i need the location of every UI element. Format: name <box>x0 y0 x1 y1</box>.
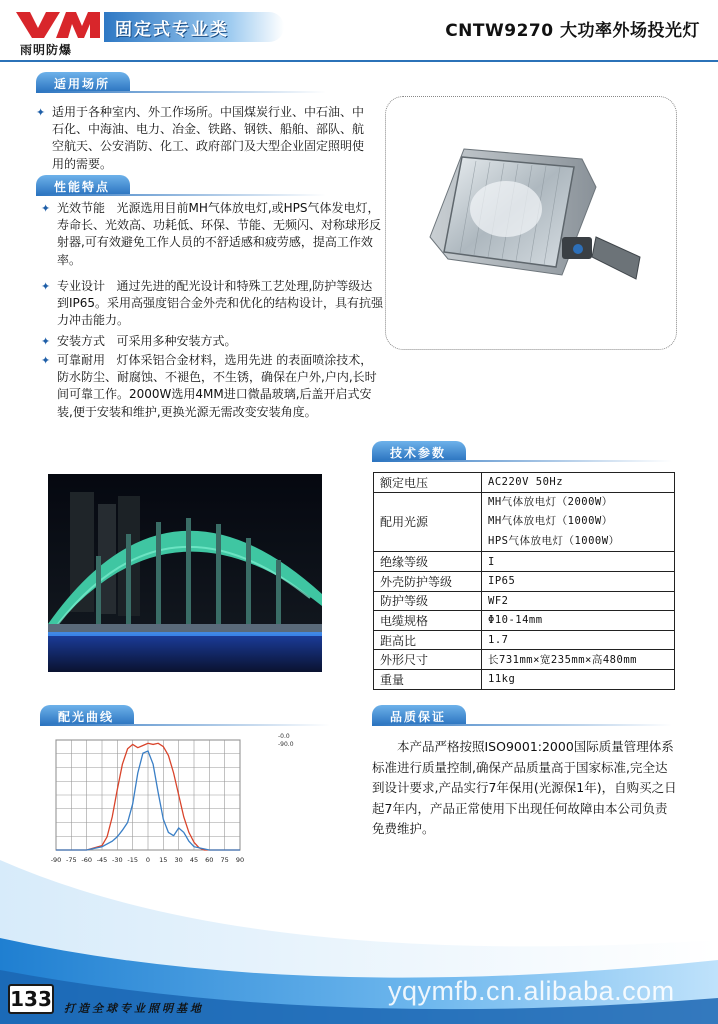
logo-caption: 雨明防爆 <box>20 43 73 57</box>
section-rule <box>40 724 330 726</box>
x-tick-label: -75 <box>65 856 77 864</box>
x-tick-label: 45 <box>189 856 199 864</box>
x-tick-label: 15 <box>159 856 168 864</box>
watermark: yqymfb.cn.alibaba.com <box>388 976 675 1006</box>
spec-value: 长731mm×宽235mm×高480mm <box>482 650 675 670</box>
section-rule <box>372 724 672 726</box>
table-row <box>374 552 675 572</box>
feature-text: 通过先进的配光设计和特殊工艺处理,防护等级达到IP65。采用高强度铝合金外壳和优化的结构设计，具有抗强力冲击能力。 <box>57 279 384 328</box>
feature-item <box>41 278 384 330</box>
table-row <box>374 591 675 611</box>
section-rule <box>36 91 326 93</box>
spec-value: I <box>482 552 675 572</box>
x-tick-label: 60 <box>205 856 214 864</box>
table-row <box>374 650 675 670</box>
bullet-icon: ✦ <box>41 202 51 215</box>
feature-text: 可采用多种安装方式。 <box>116 334 237 348</box>
x-tick-label: -15 <box>127 856 139 864</box>
spec-value-line: MH气体放电灯（2000W） <box>488 495 613 508</box>
spec-value: AC220V 50Hz <box>482 473 675 493</box>
bullet-icon: ✦ <box>36 106 46 119</box>
table-row <box>374 611 675 631</box>
logo-text: YM <box>59 30 61 31</box>
feature-text: 光源选用目前MH气体放电灯,或HPS气体发电灯，寿命长、光效高、功耗低、环保、节能、无频闪、对称球形反射器,可有效避免工作人员的不舒适感和疲劳感，提高工作效率。 <box>57 201 382 267</box>
feature-text: 灯体采铝合金材料，选用先进 的表面喷涂技术，防水防尘、耐腐蚀、不褪色，不生锈，确保在户外,户内,长时间可靠工作。2000W选用4MM进口微晶玻璃,后盖开启式安装,便于安装和维护,更换光源无需改变安装角度。 <box>57 353 377 419</box>
product-title: CNTW9270 大功率外场投光灯 <box>445 21 700 41</box>
x-tick-label: -45 <box>96 856 108 864</box>
table-row <box>374 630 675 650</box>
spec-value: Φ10-14mm <box>482 611 675 631</box>
section-tab-warranty: 品质保证 <box>372 705 466 725</box>
bullet-icon: ✦ <box>41 335 51 348</box>
feature-heading: 专业设计 <box>57 279 106 293</box>
spec-label: 电缆规格 <box>374 611 482 631</box>
spec-label: 防护等级 <box>374 591 482 611</box>
application-paragraph <box>36 104 370 173</box>
product-image-frame <box>385 96 677 350</box>
bridge-night-photo <box>48 474 322 672</box>
bullet-icon: ✦ <box>41 354 51 367</box>
spec-value: IP65 <box>482 571 675 591</box>
spec-value-line: HPS气体放电灯（1000W） <box>488 534 620 547</box>
table-row <box>374 492 675 552</box>
spec-label: 绝缘等级 <box>374 552 482 572</box>
feature-item <box>41 333 384 350</box>
x-tick-label: 0 <box>145 856 151 864</box>
section-tab-application: 适用场所 <box>36 72 130 92</box>
x-tick-label: 30 <box>174 856 183 864</box>
spec-value <box>482 492 675 552</box>
spec-value: WF2 <box>482 591 675 611</box>
header-divider <box>0 60 718 62</box>
feature-item <box>41 352 384 421</box>
chart-legend <box>278 733 294 748</box>
application-text: 适用于各种室内、外工作场所。中国煤炭行业、中石油、中石化、中海油、电力、冶金、铁路、钢铁、船舶、部队、航空航天、公安消防、化工、政府部门及大型企业固定照明使用的需要。 <box>52 105 365 171</box>
section-rule <box>372 460 672 462</box>
table-row <box>374 571 675 591</box>
legend-entry: -0.0 <box>278 733 290 740</box>
section-tab-specs: 技术参数 <box>372 441 466 461</box>
feature-heading: 可靠耐用 <box>57 353 106 367</box>
spec-value: 11kg <box>482 669 675 689</box>
spec-label: 配用光源 <box>374 492 482 552</box>
bullet-icon: ✦ <box>41 280 51 293</box>
category-label: 固定式专业类 <box>115 20 229 40</box>
x-tick-label: -90 <box>50 856 62 864</box>
section-tab-curve: 配光曲线 <box>40 705 134 725</box>
spec-table <box>373 472 675 690</box>
spec-label: 外形尺寸 <box>374 650 482 670</box>
warranty-paragraph: 本产品严格按照ISO9001:2000国际质量管理体系标准进行质量控制,确保产品质量高于国家标准,完全达到设计要求,产品实行7年保用(光源保1年)，自购买之日起7年内，产品正常使用下出现任何故障由本公司负责免费维护。 <box>372 739 677 836</box>
feature-item <box>41 200 384 269</box>
x-tick-label: -30 <box>111 856 123 864</box>
section-tab-features: 性能特点 <box>36 175 130 195</box>
spec-label: 距高比 <box>374 630 482 650</box>
spec-value-line: MH气体放电灯（1000W） <box>488 515 613 528</box>
floodlight-image <box>386 97 678 351</box>
spec-label: 外壳防护等级 <box>374 571 482 591</box>
page-number: 133 <box>8 984 54 1014</box>
spec-label: 额定电压 <box>374 473 482 493</box>
x-tick-label: -60 <box>81 856 93 864</box>
table-row <box>374 473 675 493</box>
table-row <box>374 669 675 689</box>
spec-value: 1.7 <box>482 630 675 650</box>
feature-heading: 安装方式 <box>57 334 106 348</box>
feature-heading: 光效节能 <box>57 201 106 215</box>
section-rule <box>36 194 326 196</box>
spec-label: 重量 <box>374 669 482 689</box>
x-tick-label: 90 <box>235 856 245 864</box>
company-logo <box>16 10 102 40</box>
footer-slogan: 打造全球专业照明基地 <box>64 1002 204 1015</box>
x-tick-label: 75 <box>220 856 229 864</box>
legend-entry: -90.0 <box>278 741 294 748</box>
